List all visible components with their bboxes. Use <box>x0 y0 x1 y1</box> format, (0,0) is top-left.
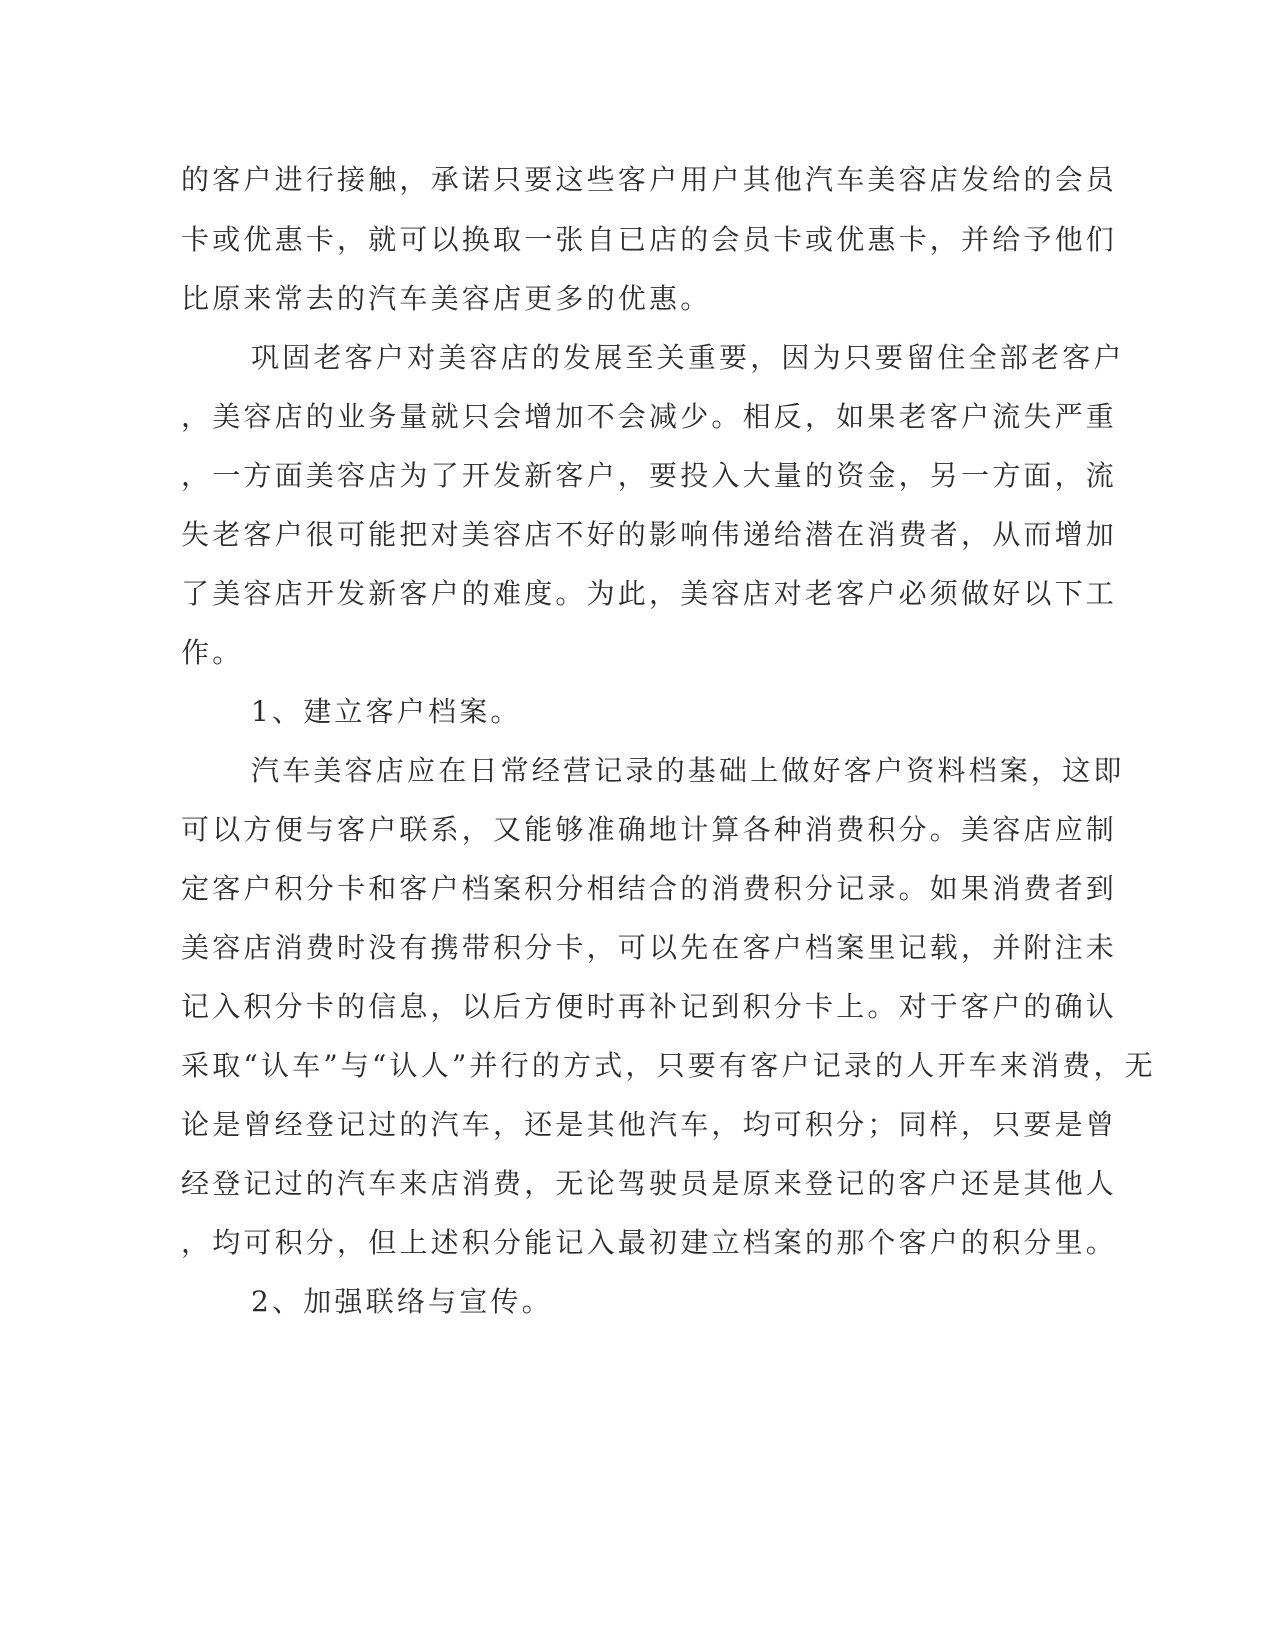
paragraph-line: 的客户进行接触，承诺只要这些客户用户其他汽车美容店发给的会员 <box>181 163 1118 196</box>
section-heading: 1、建立客户档案。 <box>251 695 522 728</box>
paragraph-line: 美容店消费时没有携带积分卡，可以先在客户档案里记载，并附注未 <box>181 931 1118 964</box>
paragraph-line: 汽车美容店应在日常经营记录的基础上做好客户资料档案，这即 <box>251 754 1125 787</box>
paragraph-line: 巩固老客户对美容店的发展至关重要，因为只要留住全部老客户 <box>251 341 1125 374</box>
paragraph-line: 论是曾经登记过的汽车，还是其他汽车，均可积分；同样，只要是曾 <box>181 1108 1118 1141</box>
paragraph-line: 作。 <box>181 636 244 669</box>
paragraph-line: 了美容店开发新客户的难度。为此，美容店对老客户必须做好以下工 <box>181 577 1118 610</box>
paragraph-line: ，一方面美容店为了开发新客户，要投入大量的资金，另一方面，流 <box>181 459 1118 492</box>
paragraph-line: ，美容店的业务量就只会增加不会减少。相反，如果老客户流失严重 <box>181 400 1118 433</box>
paragraph-line: 记入积分卡的信息，以后方便时再补记到积分卡上。对于客户的确认 <box>181 990 1118 1023</box>
section-heading: 2、加强联络与宣传。 <box>251 1285 553 1318</box>
paragraph-line: 采取“认车”与“认人”并行的方式，只要有客户记录的人开车来消费，无 <box>181 1049 1156 1082</box>
paragraph-line: 卡或优惠卡，就可以换取一张自已店的会员卡或优惠卡，并给予他们 <box>181 223 1118 256</box>
paragraph-line: 经登记过的汽车来店消费，无论驾驶员是原来登记的客户还是其他人 <box>181 1167 1118 1200</box>
paragraph-line: ，均可积分，但上述积分能记入最初建立档案的那个客户的积分里。 <box>181 1226 1118 1259</box>
paragraph-line: 可以方便与客户联系，又能够准确地计算各种消费积分。美容店应制 <box>181 813 1118 846</box>
paragraph-line: 比原来常去的汽车美容店更多的优惠。 <box>181 282 712 315</box>
paragraph-line: 定客户积分卡和客户档案积分相结合的消费积分记录。如果消费者到 <box>181 872 1118 905</box>
paragraph-line: 失老客户很可能把对美容店不好的影响伟递给潜在消费者，从而增加 <box>181 518 1118 551</box>
